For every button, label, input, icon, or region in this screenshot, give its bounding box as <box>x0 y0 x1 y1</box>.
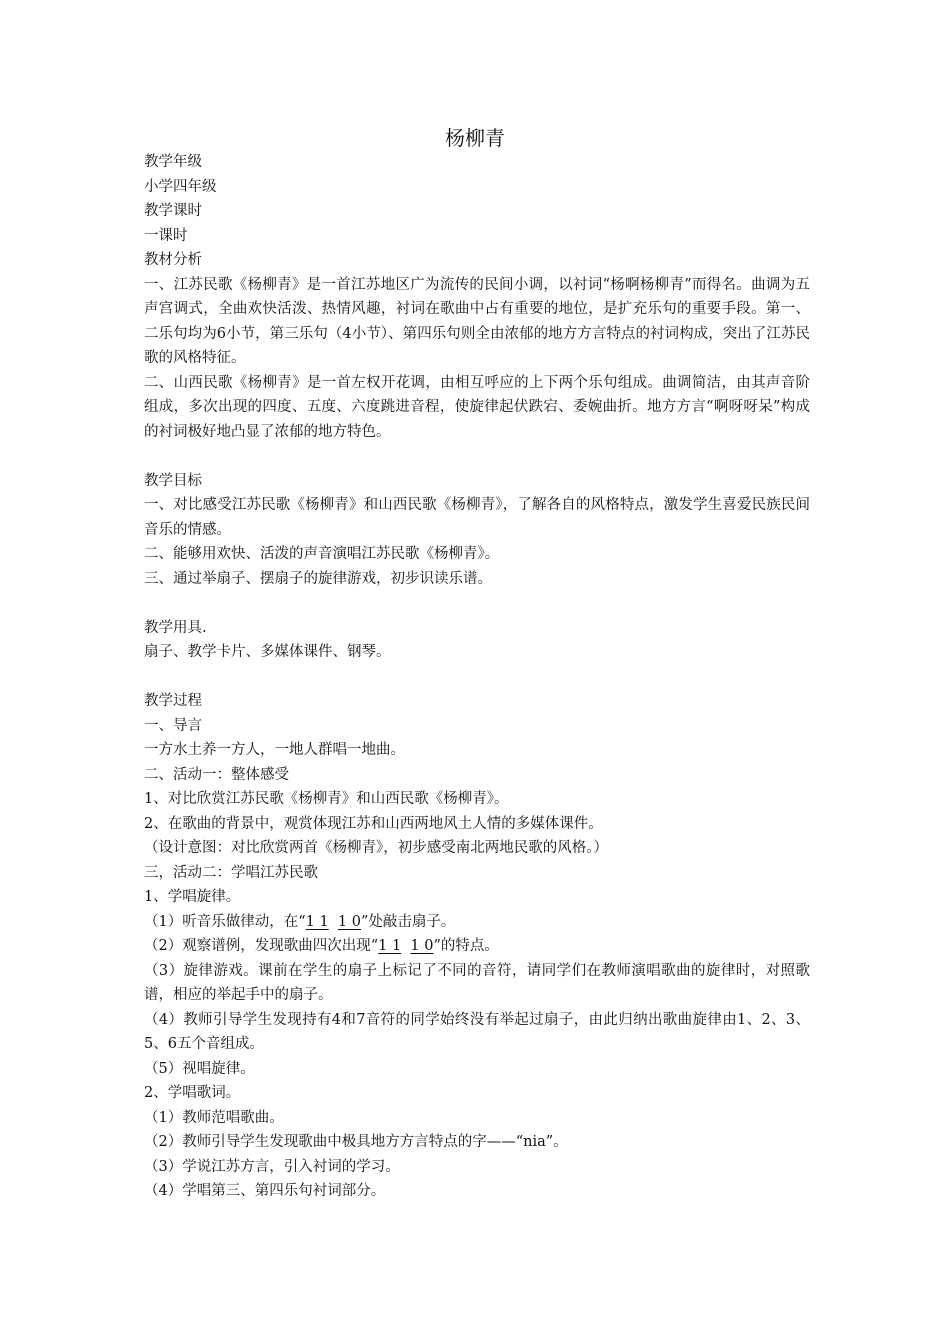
analysis-heading: 教材分析 <box>144 252 202 268</box>
melody-step-3: （3）旋律游戏。课前在学生的扇子上标记了不同的音符，请同学们在教师演唱歌曲的旋律时，对照歌谱，相应的举起手中的扇子。 <box>144 962 810 1003</box>
lyrics-step: （3）学说江苏方言，引入衬词的学习。 <box>144 1158 400 1175</box>
period-value: 一课时 <box>144 227 188 244</box>
tools-value: 扇子、教学卡片、多媒体课件、钢琴。 <box>144 644 391 660</box>
melody-heading: 1、学唱旋律。 <box>144 889 241 905</box>
activity-1-step: 2、在歌曲的背景中，观赏体现江苏和山西两地风土人情的多媒体课件。 <box>144 815 603 832</box>
music-notation: 1 1 <box>378 938 402 954</box>
lyrics-step: （4）学唱第三、第四乐句衬词部分。 <box>144 1183 386 1199</box>
period-heading: 教学课时 <box>144 203 202 219</box>
lyrics-step: （2）教师引导学生发现歌曲中极具地方方言特点的字——“nia”。 <box>144 1134 568 1150</box>
grade-value: 小学四年级 <box>144 178 217 195</box>
melody-step-text: ”处敲击扇子。 <box>360 913 456 930</box>
melody-step-4: （4）教师引导学生发现持有4和7音符的同学始终没有举起过扇子，由此归纳出歌曲旋律由1、2、3、5、6五个音组成。 <box>144 1011 810 1052</box>
activity-1-step: 1、对比欣赏江苏民歌《杨柳青》和山西民歌《杨柳青》。 <box>144 791 509 807</box>
spacer <box>144 665 810 690</box>
intro-heading: 一、导言 <box>144 717 202 734</box>
goal-item: 三、通过举扇子、摆扇子的旋律游戏，初步识读乐谱。 <box>144 570 492 587</box>
document-title: 杨柳青 <box>445 126 505 150</box>
goal-item: 二、能够用欢快、活泼的声音演唱江苏民歌《杨柳青》。 <box>144 546 500 562</box>
grade-heading: 教学年级 <box>144 154 202 170</box>
melody-step-2 <box>144 934 810 959</box>
melody-step-1 <box>144 910 810 935</box>
spacer <box>144 444 810 469</box>
analysis-paragraph-1: 一、江苏民歌《杨柳青》是一首江苏地区广为流传的民间小调，以衬词“杨啊杨柳青”而得名。曲调为五声宫调式，全曲欢快活泼、热情风趣，衬词在歌曲中占有重要的地位，是扩充乐句的重要手段。第一、二乐句均为6小节，第三乐句（4小节）、第四乐句则全由浓郁的地方方言特点的衬词构成，突出了江苏民歌的风格特征。 <box>144 276 810 366</box>
design-intent-note: （设计意图：对比欣赏两首《杨柳青》，初步感受南北两地民歌的风格。） <box>144 840 608 856</box>
intro-text: 一方水土养一方人，一地人群唱一地曲。 <box>144 742 405 758</box>
document-body <box>144 150 810 1204</box>
lyrics-step: （1）教师范唱歌曲。 <box>144 1109 284 1126</box>
music-notation: 1 0 <box>410 938 434 954</box>
music-notation: 1 0 <box>337 913 361 930</box>
spacer <box>144 591 810 616</box>
activity-1-heading: 二、活动一：整体感受 <box>144 766 289 783</box>
melody-step-text: ”的特点。 <box>433 938 499 954</box>
melody-step-text: （1）听音乐做律动，在“ <box>144 913 306 930</box>
activity-2-heading: 三，活动二：学唱江苏民歌 <box>144 864 318 881</box>
goals-heading: 教学目标 <box>144 472 202 489</box>
melody-step-text: （2）观察谱例，发现歌曲四次出现“ <box>144 938 379 954</box>
music-notation: 1 1 <box>305 913 329 930</box>
lyrics-heading: 2、学唱歌词。 <box>144 1085 241 1101</box>
analysis-paragraph-2: 二、山西民歌《杨柳青》是一首左权开花调，由相互呼应的上下两个乐句组成。曲调简洁，由其声音阶组成，多次出现的四度、五度、六度跳进音程，使旋律起伏跌宕、委婉曲折。地方方言“啊呀呀呆”构成的衬词极好地凸显了浓郁的地方特色。 <box>144 374 810 440</box>
goal-item: 一、对比感受江苏民歌《杨柳青》和山西民歌《杨柳青》，了解各自的风格特点，激发学生喜爱民族民间音乐的情感。 <box>144 497 810 538</box>
process-heading: 教学过程 <box>144 693 202 709</box>
melody-step-5: （5）视唱旋律。 <box>144 1060 255 1077</box>
tools-heading: 教学用具. <box>144 619 207 636</box>
